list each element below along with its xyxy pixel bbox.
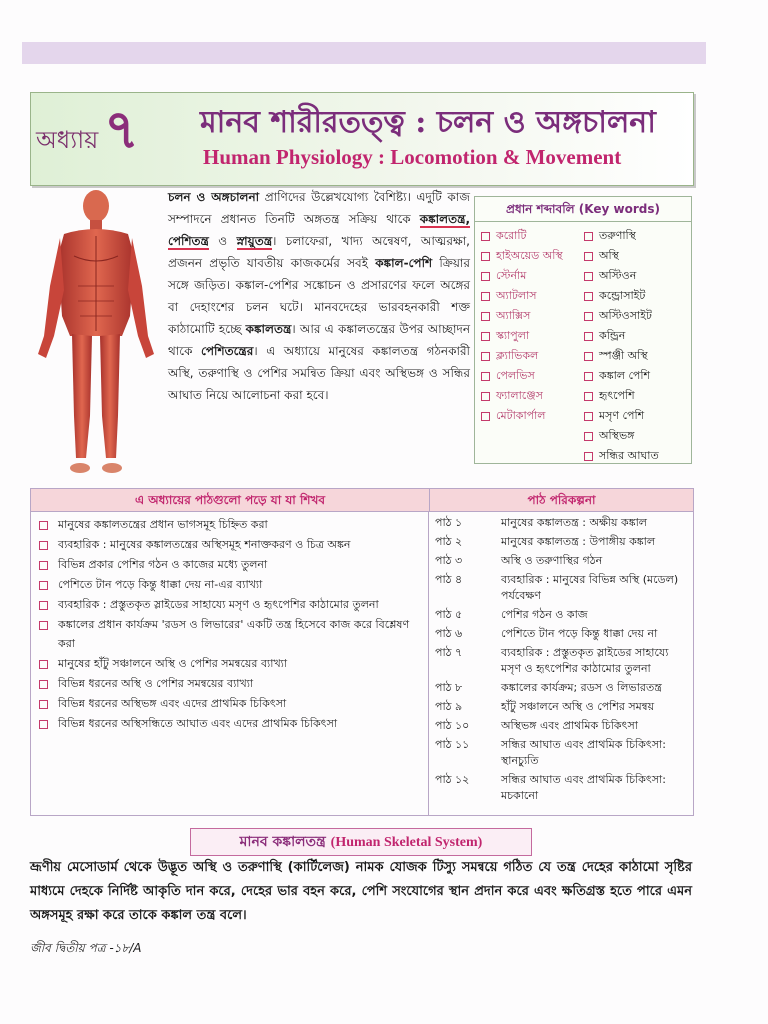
chapter-label: অধ্যায় bbox=[36, 126, 99, 154]
objective-item: মানুষের হাঁটু সঞ্চালনে অস্থি ও পেশির সমন্বয়ের ব্যাখ্যা bbox=[39, 654, 422, 673]
objectives-column bbox=[31, 512, 429, 815]
keyword-item: অস্টিওসাইট bbox=[584, 306, 687, 326]
top-decor-band bbox=[22, 42, 706, 64]
checkbox-icon bbox=[481, 232, 490, 241]
chapter-title-bengali: মানব শারীরতত্ত্ব : চলন ও অঙ্গচালনা bbox=[200, 105, 656, 140]
checkbox-icon bbox=[39, 581, 48, 590]
keywords-title-english: (Key words) bbox=[578, 202, 660, 216]
objectives-header: এ অধ্যায়ের পাঠগুলো পড়ে যা যা শিখব bbox=[31, 489, 430, 511]
page-footer: জীব দ্বিতীয় পত্র -১৮/A bbox=[30, 941, 142, 955]
keyword-item: কন্ড্রোসাইট bbox=[584, 286, 687, 306]
checkbox-icon bbox=[584, 232, 593, 241]
checkbox-icon bbox=[481, 332, 490, 341]
checkbox-icon bbox=[481, 272, 490, 281]
checkbox-icon bbox=[584, 432, 593, 441]
checkbox-icon bbox=[39, 561, 48, 570]
lesson-plan-header: পাঠ পরিকল্পনা bbox=[527, 493, 596, 507]
section-heading bbox=[190, 828, 532, 856]
keyword-item: হৃৎপেশি bbox=[584, 386, 687, 406]
lesson-row: পাঠ ৪ ব্যবহারিক : মানুষের বিভিন্ন অস্থি (মডেল) পর্যবেক্ষণ bbox=[435, 573, 679, 602]
objective-item: বিভিন্ন ধরনের অস্থিসন্ধিতে আঘাত এবং এদের প্রাথমিক চিকিৎসা bbox=[39, 714, 422, 733]
keyword-item: সন্ধির আঘাত bbox=[584, 446, 687, 466]
section-title-english: (Human Skeletal System) bbox=[330, 835, 483, 850]
intro-bold-term: কঙ্কাল-পেশি bbox=[375, 256, 433, 270]
keywords-title-bengali: প্রধান শব্দাবলি bbox=[506, 202, 575, 216]
lesson-row: পাঠ ৫ পেশির গঠন ও কাজ bbox=[435, 608, 588, 621]
checkbox-icon bbox=[39, 621, 48, 630]
checkbox-icon bbox=[481, 292, 490, 301]
checkbox-icon bbox=[481, 372, 490, 381]
checkbox-icon bbox=[584, 372, 593, 381]
keyword-item: অস্থি bbox=[584, 246, 687, 266]
intro-text: প্রাণিদের উল্লেখযোগ্য বৈশিষ্ট্য। এদুটি কাজ সম্পাদনে প্রধানত তিনটি অঙ্গতন্ত্র সক্রিয় থাকে bbox=[168, 190, 470, 226]
keywords-title bbox=[475, 197, 691, 222]
keyword-item: হাইঅয়েড অস্থি bbox=[481, 246, 584, 266]
intro-bold-term: চলন ও অঙ্গচালনা bbox=[168, 190, 260, 204]
intro-text: ক্রিয়ার সঙ্গে জড়িত। কঙ্কাল-পেশির সঙ্কোচন ও প্রসারণের ফলে অঙ্গের বা দেহাংশের চলন ঘটে। মানবদেহের ভারবহনকারী শক্ত কাঠামোটি হচ্ছে bbox=[168, 256, 470, 336]
intro-bold-term: স্নায়ুতন্ত্র bbox=[236, 234, 273, 248]
chapter-title-english: Human Physiology : Locomotion & Movement bbox=[203, 145, 622, 169]
lesson-row: পাঠ ২ মানুষের কঙ্কালতন্ত্র : উপাঙ্গীয় কঙ্কাল bbox=[435, 535, 656, 548]
keyword-item: করোটি bbox=[481, 226, 584, 246]
objective-item: বিভিন্ন প্রকার পেশির গঠন ও কাজের মধ্যে তুলনা bbox=[39, 555, 422, 574]
checkbox-icon bbox=[584, 452, 593, 461]
human-muscle-figure bbox=[30, 186, 162, 484]
keyword-item: কঙ্কাল পেশি bbox=[584, 366, 687, 386]
objective-item: মানুষের কঙ্কালতন্ত্রের প্রধান ভাগসমূহ চিহ্নিত করা bbox=[39, 515, 422, 534]
lesson-row: পাঠ ১১ সন্ধির আঘাত এবং প্রাথমিক চিকিৎসা: স্থানচ্যুতি bbox=[435, 738, 666, 767]
checkbox-icon bbox=[39, 660, 48, 669]
checkbox-icon bbox=[39, 720, 48, 729]
checkbox-icon bbox=[39, 601, 48, 610]
intro-text: । আর এ কঙ্কালতন্ত্রের উপর আচ্ছাদন থাকে bbox=[168, 322, 470, 358]
chapter-number: ৭ bbox=[104, 97, 140, 161]
intro-bold-term: পেশিতন্ত্রের bbox=[201, 344, 254, 358]
keyword-item: অ্যাক্সিস bbox=[481, 306, 584, 326]
checkbox-icon bbox=[39, 680, 48, 689]
lessons-column bbox=[429, 512, 693, 815]
keyword-item: ক্ল্যাভিকল bbox=[481, 346, 584, 366]
lesson-row: পাঠ ৬ পেশিতে টান পড়ে কিন্তু ধাক্কা দেয় না bbox=[435, 627, 658, 640]
intro-paragraph bbox=[168, 186, 470, 406]
keyword-item: অস্থিভঙ্গ bbox=[584, 426, 687, 446]
checkbox-icon bbox=[584, 412, 593, 421]
intro-text: । চলাফেরা, খাদ্য অন্বেষণ, আত্মরক্ষা, প্রজনন প্রভৃতি যাবতীয় কাজকর্মের সবই bbox=[168, 234, 470, 270]
checkbox-icon bbox=[584, 272, 593, 281]
checkbox-icon bbox=[481, 392, 490, 401]
objective-item: পেশিতে টান পড়ে কিন্তু ধাক্কা দেয় না-এর ব্যাখ্যা bbox=[39, 575, 422, 594]
checkbox-icon bbox=[481, 352, 490, 361]
checkbox-icon bbox=[584, 292, 593, 301]
checkbox-icon bbox=[584, 392, 593, 401]
checkbox-icon bbox=[39, 521, 48, 530]
objective-item: ব্যবহারিক : প্রস্তুতকৃত স্লাইডের সাহায্যে মসৃণ ও হৃৎপেশির কাঠামোর তুলনা bbox=[39, 595, 422, 614]
lesson-row: পাঠ ৯ হাঁটু সঞ্চালনে অস্থি ও পেশির সমন্বয় bbox=[435, 700, 655, 713]
lesson-row: পাঠ ১২ সন্ধির আঘাত এবং প্রাথমিক চিকিৎসা: মচকানো bbox=[435, 773, 666, 802]
keywords-column-1 bbox=[481, 226, 584, 466]
intro-bold-term: কঙ্কালতন্ত্র bbox=[245, 322, 292, 336]
section-definition: ভ্রূণীয় মেসোডার্ম থেকে উদ্ভূত অস্থি ও তরুণাস্থি (কার্টিলেজ) নামক যোজক টিস্যু সমন্বয়ে গঠিত যে তন্ত্র দেহের কাঠামো সৃষ্টির মাধ্যমে দেহকে নির্দিষ্ট আকৃতি দান করে, দেহের ভার বহন করে, পেশি সংযোগের স্থান প্রদান করে এবং ক্ষতিগ্রস্ত হতে পারে এমন অঙ্গসমূহ রক্ষা করে তাকে কঙ্কাল তন্ত্র বলে। bbox=[30, 860, 692, 923]
intro-bold-term: কঙ্কালতন্ত্র, পেশিতন্ত্র bbox=[168, 212, 470, 248]
objective-item: কঙ্কালের প্রধান কার্যক্রম 'রডস ও লিভারের' একটি তন্ত্র হিসেবে কাজ করে বিশ্লেষণ করা bbox=[39, 615, 422, 653]
checkbox-icon bbox=[39, 700, 48, 709]
objective-item: বিভিন্ন ধরনের অস্থি ও পেশির সমন্বয়ের ব্যাখ্যা bbox=[39, 674, 422, 693]
keyword-item: কন্ড্রিন bbox=[584, 326, 687, 346]
checkbox-icon bbox=[584, 332, 593, 341]
keyword-item: স্ক্যাপুলা bbox=[481, 326, 584, 346]
checkbox-icon bbox=[584, 352, 593, 361]
keyword-item: পেলভিস bbox=[481, 366, 584, 386]
checkbox-icon bbox=[481, 312, 490, 321]
intro-text: । এ অধ্যায়ে মানুষের কঙ্কালতন্ত্র গঠনকারী অস্থি, তরুণাস্থি ও পেশির সমন্বিত ক্রিয়া এবং অস্থিভঙ্গ ও সন্ধির আঘাত নিয়ে আলোচনা করা হবে। bbox=[168, 344, 470, 402]
keywords-box bbox=[474, 196, 692, 464]
keyword-item: মেটাকার্পাল bbox=[481, 406, 584, 426]
keyword-item: অ্যাটলাস bbox=[481, 286, 584, 306]
keyword-item: মসৃণ পেশি bbox=[584, 406, 687, 426]
lesson-row: পাঠ ৮ কঙ্কালের কার্যক্রম; রডস ও লিভারতন্ত্র bbox=[435, 681, 662, 694]
checkbox-icon bbox=[481, 412, 490, 421]
intro-text: ও bbox=[208, 234, 237, 248]
checkbox-icon bbox=[481, 252, 490, 261]
keyword-item: তরুণাস্থি bbox=[584, 226, 687, 246]
objective-item: বিভিন্ন ধরনের অস্থিভঙ্গ এবং এদের প্রাথমিক চিকিৎসা bbox=[39, 694, 422, 713]
objective-item: ব্যবহারিক : মানুষের কঙ্কালতন্ত্রের অস্থিসমূহ শনাক্তকরণ ও চিত্র অঙ্কন bbox=[39, 535, 422, 554]
keyword-item: অস্টিওন bbox=[584, 266, 687, 286]
lesson-row: পাঠ ৩ অস্থি ও তরুণাস্থির গঠন bbox=[435, 554, 603, 567]
keyword-item: স্পঞ্জী অস্থি bbox=[584, 346, 687, 366]
keyword-item: স্টের্নাম bbox=[481, 266, 584, 286]
checkbox-icon bbox=[584, 312, 593, 321]
section-title-bengali: মানব কঙ্কালতন্ত্র bbox=[239, 834, 326, 850]
lesson-plan-table bbox=[30, 488, 694, 816]
lesson-row: পাঠ ১০ অস্থিভঙ্গ এবং প্রাথমিক চিকিৎসা bbox=[435, 719, 638, 732]
checkbox-icon bbox=[584, 252, 593, 261]
keywords-column-2 bbox=[584, 226, 687, 466]
lesson-row: পাঠ ১ মানুষের কঙ্কালতন্ত্র : অক্ষীয় কঙ্কাল bbox=[435, 516, 647, 529]
checkbox-icon bbox=[39, 541, 48, 550]
keyword-item: ফ্যালাঞ্জেস bbox=[481, 386, 584, 406]
lesson-row: পাঠ ৭ ব্যবহারিক : প্রস্তুতকৃত স্লাইডের সাহায্যে মসৃণ ও হৃৎপেশির কাঠামোর তুলনা bbox=[435, 646, 669, 675]
